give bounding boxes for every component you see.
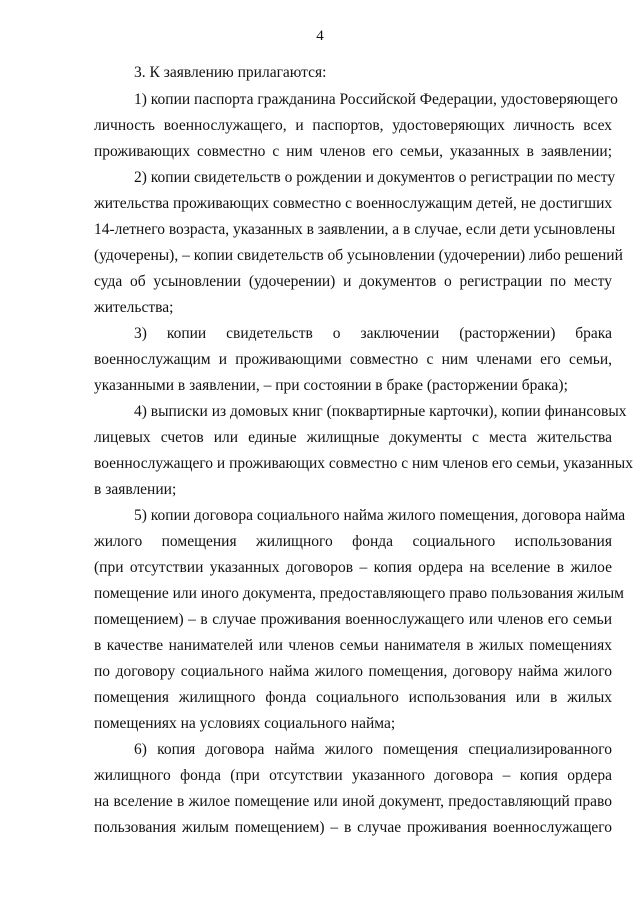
text-line: 14-летнего возраста, указанных в заявлении, а в случае, если дети усыновлены — [94, 221, 616, 238]
text-line: на вселение в жилое помещение или иной документ, предоставляющий право — [94, 793, 612, 810]
text-line: 1) копии паспорта гражданина Российской Федерации, удостоверяющего — [134, 91, 618, 108]
text-line: 5) копии договора социального найма жилого помещения, договора найма — [134, 507, 626, 524]
text-line: жилого помещения жилищного фонда социального использования — [94, 533, 612, 550]
text-line: в качестве нанимателей или членов семьи нанимателя в жилых помещениях — [94, 637, 612, 654]
text-line: жительства; — [94, 299, 174, 316]
text-line: указанными в заявлении, – при состоянии в браке (расторжении брака); — [94, 377, 568, 394]
text-line: помещением) – в случае проживания военнослужащего или членов его семьи — [94, 611, 612, 628]
text-line: помещениях на условиях социального найма; — [94, 715, 396, 732]
text-line: лицевых счетов или единые жилищные документы с места жительства — [94, 429, 612, 446]
text-line: помещение или иного документа, предоставляющего право пользования жилым — [94, 585, 624, 602]
page-number: 4 — [316, 28, 324, 44]
text-line: военнослужащего и проживающих совместно с ним членов его семьи, указанных — [94, 455, 633, 472]
text-line: 2) копии свидетельств о рождении и документов о регистрации по месту — [134, 169, 616, 186]
text-line: по договору социального найма жилого помещения, договору найма жилого — [94, 663, 612, 680]
text-line: личность военнослужащего, и паспортов, удостоверяющих личность всех — [94, 117, 612, 134]
text-line: проживающих совместно с ним членов его семьи, указанных в заявлении; — [94, 143, 612, 160]
text-line: (удочерены), – копии свидетельств об усыновлении (удочерении) либо решений — [94, 247, 623, 264]
text-line: суда об усыновлении (удочерении) и документов о регистрации по месту — [94, 273, 612, 290]
text-line: жилищного фонда (при отсутствии указанного договора – копия ордера — [94, 767, 612, 784]
text-line: в заявлении; — [94, 481, 177, 498]
text-line: 4) выписки из домовых книг (поквартирные карточки), копии финансовых — [134, 403, 627, 420]
text-line: (при отсутствии указанных договоров – копия ордера на вселение в жилое — [94, 559, 612, 576]
text-line: помещения жилищного фонда социального использования или в жилых — [94, 689, 612, 706]
text-line: жительства проживающих совместно с военнослужащим детей, не достигших — [94, 195, 613, 212]
text-line: 3) копии свидетельств о заключении (расторжении) брака — [134, 325, 612, 342]
text-line: 6) копия договора найма жилого помещения специализированного — [134, 741, 612, 758]
text-line: военнослужащим и проживающими совместно с ним членами его семьи, — [94, 351, 612, 368]
text-line: пользования жилым помещением) – в случае проживания военнослужащего — [94, 819, 612, 836]
section-heading: 3. К заявлению прилагаются: — [134, 64, 327, 81]
